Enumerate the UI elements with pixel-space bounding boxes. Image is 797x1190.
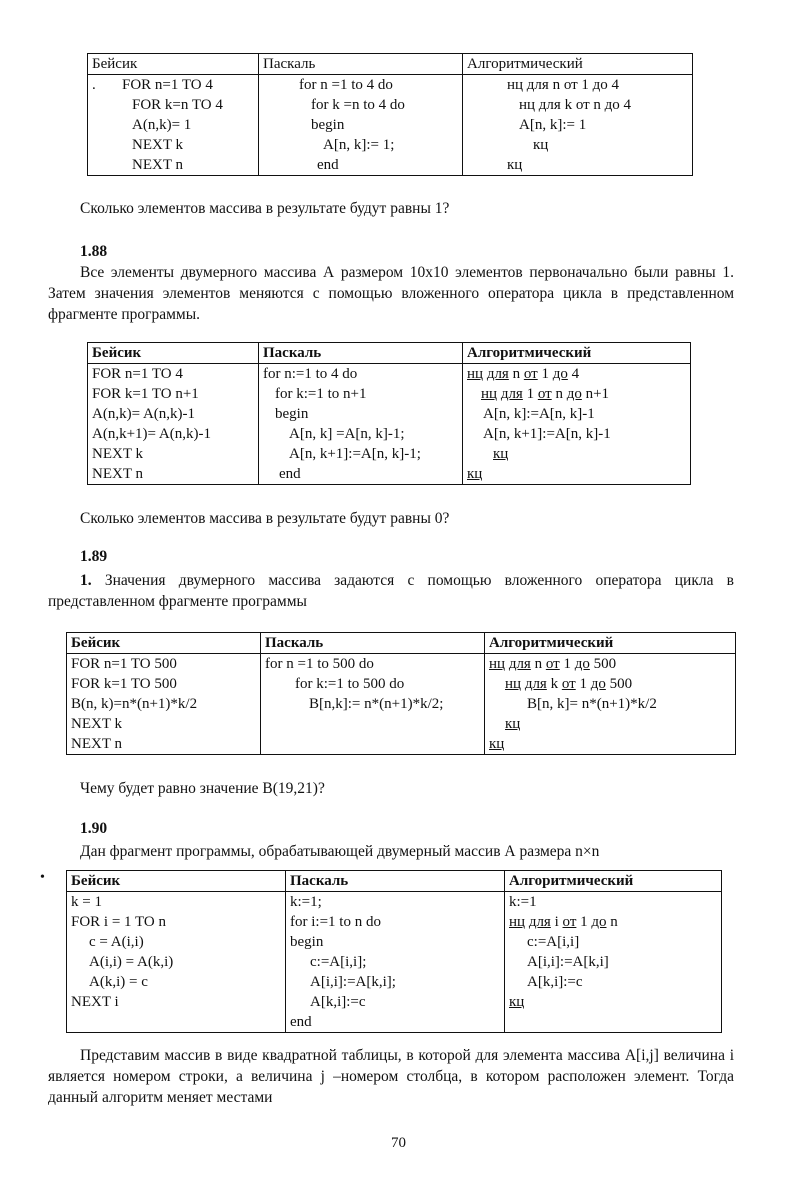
code-table-190 [66,870,722,1033]
header-pascal: Паскаль [261,633,485,654]
header-basic: Бейсик [67,871,286,892]
code-line: for n:=1 to 4 do [263,366,358,382]
algo-loop-line: нц для 1 от n до n+1 [481,386,610,402]
code-line: B[n,k]:= n*(n+1)*k/2; [309,696,444,712]
code-line: c = A(i,i) [89,934,144,950]
code-line: begin [311,117,345,133]
pascal-code [261,654,485,755]
code-line: k = 1 [71,894,102,910]
header-pascal: Паскаль [259,343,463,364]
code-table-188 [87,342,691,485]
code-line: кц [509,994,525,1010]
algo-code [463,364,691,485]
code-line: end [317,157,339,173]
header-basic: Бейсик [88,54,259,75]
basic-code [88,75,259,176]
code-line: кц [507,157,523,173]
algo-loop-line: нц для n от 1 до 4 [467,366,580,382]
code-line: k:=1 [509,894,537,910]
code-line: FOR n=1 TO 4 [122,77,213,93]
basic-code [88,364,259,485]
header-algo: Алгоритмический [463,343,691,364]
code-line: A[i,i]:=A[k,i] [527,954,609,970]
code-line: for n =1 to 500 do [265,656,374,672]
header-algo: Алгоритмический [485,633,736,654]
question-188: Сколько элементов массива в результате будут равны 0? [80,510,450,527]
code-line: FOR k=1 TO 500 [71,676,177,692]
code-line: кц [489,736,505,752]
code-line: нц для k от n до 4 [519,97,632,113]
pascal-code [259,75,463,176]
code-line: FOR k=1 TO n+1 [92,386,199,402]
code-line: кц [505,716,521,732]
code-line: for n =1 to 4 do [299,77,393,93]
code-line: end [279,466,301,482]
problem-text-188: Все элементы двумерного массива А размером 10x10 элементов первоначально были равны 1. Затем значения элементов меняются с помощью вложенного оператора цикла в представленном фрагменте программы. [48,264,734,323]
code-line: A[n, k+1]:=A[n, k]-1 [483,426,611,442]
code-line: A(k,i) = c [89,974,148,990]
code-table-1 [87,53,693,176]
code-line: FOR n=1 TO 4 [92,366,183,382]
problem-number-188: 1.88 [80,243,108,260]
header-algo: Алгоритмический [463,54,693,75]
code-line: FOR k=n TO 4 [132,97,223,113]
code-line: A[n, k+1]:=A[n, k]-1; [289,446,421,462]
basic-code [67,654,261,755]
code-line: A[n, k]:= 1 [519,117,587,133]
bullet: . [92,77,96,93]
question-189: Чему будет равно значение B(19,21)? [80,780,325,797]
code-line: A[k,i]:=c [527,974,583,990]
basic-code [67,892,286,1033]
code-line: begin [290,934,324,950]
code-line: begin [275,406,309,422]
algo-code [505,892,722,1033]
code-line: NEXT k [132,137,183,153]
code-line: A[n, k]:= 1; [323,137,395,153]
problem-number-190: 1.90 [80,820,108,837]
page-number: 70 [391,1135,406,1151]
code-line: k:=1; [290,894,322,910]
pascal-code [286,892,505,1033]
explanation-text-190: Представим массив в виде квадратной таблицы, в которой для элемента массива A[i,j] величина i является номером строки, а величина j –номером столбца, в котором расположен элемент. Тогда данный алгоритм меняет местами [48,1047,734,1106]
code-line: кц [493,446,509,462]
algo-loop-line: нц для i от 1 до n [509,914,618,930]
code-line: кц [533,137,549,153]
header-algo: Алгоритмический [505,871,722,892]
code-line: A(n,k)= A(n,k)-1 [92,406,196,422]
code-line: for k =n to 4 do [311,97,405,113]
code-table-189 [66,632,736,755]
question-1: Сколько элементов массива в результате будут равны 1? [80,200,450,217]
code-line: NEXT n [92,466,143,482]
header-basic: Бейсик [67,633,261,654]
code-line: NEXT n [71,736,122,752]
problem-text-189: 1. Значения двумерного массива задаются с помощью вложенного оператора цикла в представленном фрагменте программы [48,572,734,610]
algo-loop-line: нц для n от 1 до 500 [489,656,617,672]
code-line: кц [467,466,483,482]
code-line: for k:=1 to 500 do [295,676,405,692]
code-line: A[n, k]:=A[n, k]-1 [483,406,595,422]
header-pascal: Паскаль [259,54,463,75]
bullet: • [40,870,45,885]
code-line: for k:=1 to n+1 [275,386,367,402]
problem-number-189: 1.89 [80,548,108,565]
code-line: A[n, k] =A[n, k]-1; [289,426,405,442]
code-line: B[n, k]= n*(n+1)*k/2 [527,696,657,712]
code-line: NEXT k [92,446,143,462]
code-line: NEXT n [132,157,183,173]
problem-text-190: Дан фрагмент программы, обрабатывающей двумерный массив А размера n×n [80,843,600,860]
code-line: FOR i = 1 TO n [71,914,167,930]
code-line: FOR n=1 TO 500 [71,656,177,672]
code-line: A(n,k)= 1 [132,117,192,133]
code-line: NEXT k [71,716,122,732]
code-line: A(i,i) = A(k,i) [89,954,174,970]
code-line: for i:=1 to n do [290,914,381,930]
code-line: A[i,i]:=A[k,i]; [310,974,396,990]
algo-code [485,654,736,755]
code-line: A[k,i]:=c [310,994,366,1010]
code-line: нц для n от 1 до 4 [507,77,620,93]
header-pascal: Паскаль [286,871,505,892]
algo-loop-line: нц для k от 1 до 500 [505,676,633,692]
code-line: B(n, k)=n*(n+1)*k/2 [71,696,198,712]
code-line: c:=A[i,i]; [310,954,367,970]
pascal-code [259,364,463,485]
code-line: A(n,k+1)= A(n,k)-1 [92,426,211,442]
code-line: c:=A[i,i] [527,934,580,950]
algo-code [463,75,693,176]
header-basic: Бейсик [88,343,259,364]
code-line: end [290,1014,312,1030]
code-line: NEXT i [71,994,119,1010]
